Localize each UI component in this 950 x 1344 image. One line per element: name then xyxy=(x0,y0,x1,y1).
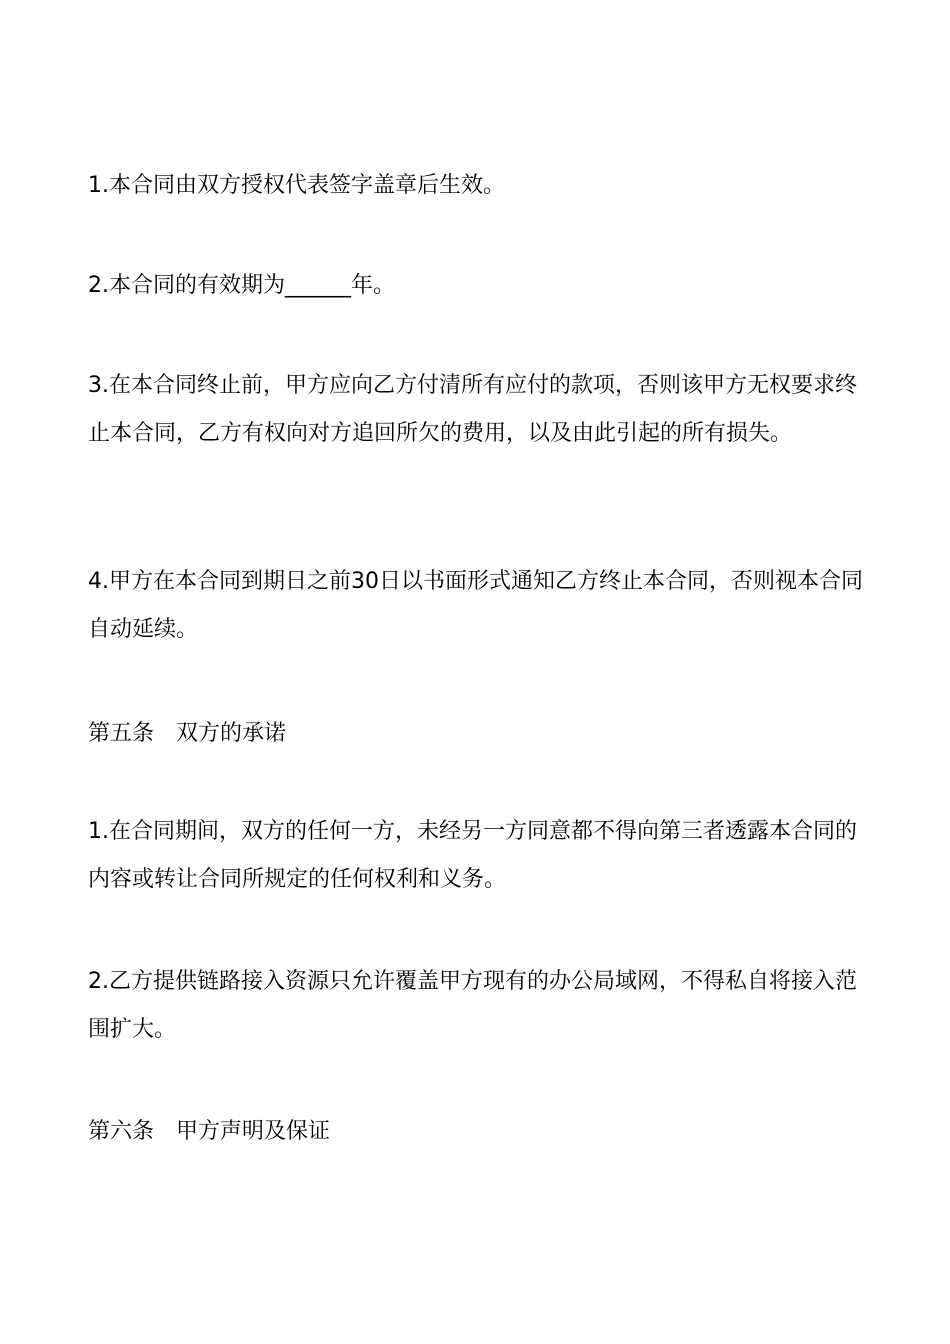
clause-4-item-4: 4.甲方在本合同到期日之前30日以书面形式通知乙方终止本合同，否则视本合同自动延续。 xyxy=(88,569,863,642)
clause-5-item-1: 1.在合同期间，双方的任何一方，未经另一方同意都不得向第三者透露本合同的内容或转让合同所规定的任何权利和义务。 xyxy=(88,819,857,892)
clause-5-item-2: 2.乙方提供链路接入资源只允许覆盖甲方现有的办公局域网，不得私自将接入范围扩大。 xyxy=(88,969,857,1042)
clause-4-item-1: 1.本合同由双方授权代表签字盖章后生效。 xyxy=(88,173,505,198)
section-heading-6: 第六条 甲方声明及保证 xyxy=(88,1119,331,1144)
clause-4-item-3: 3.在本合同终止前，甲方应向乙方付清所有应付的款项，否则该甲方无权要求终止本合同，乙方有权向对方追回所欠的费用，以及由此引起的所有损失。 xyxy=(88,373,857,446)
clause-4-item-2: 2.本合同的有效期为______年。 xyxy=(88,273,395,298)
section-heading-5: 第五条 双方的承诺 xyxy=(88,721,287,746)
